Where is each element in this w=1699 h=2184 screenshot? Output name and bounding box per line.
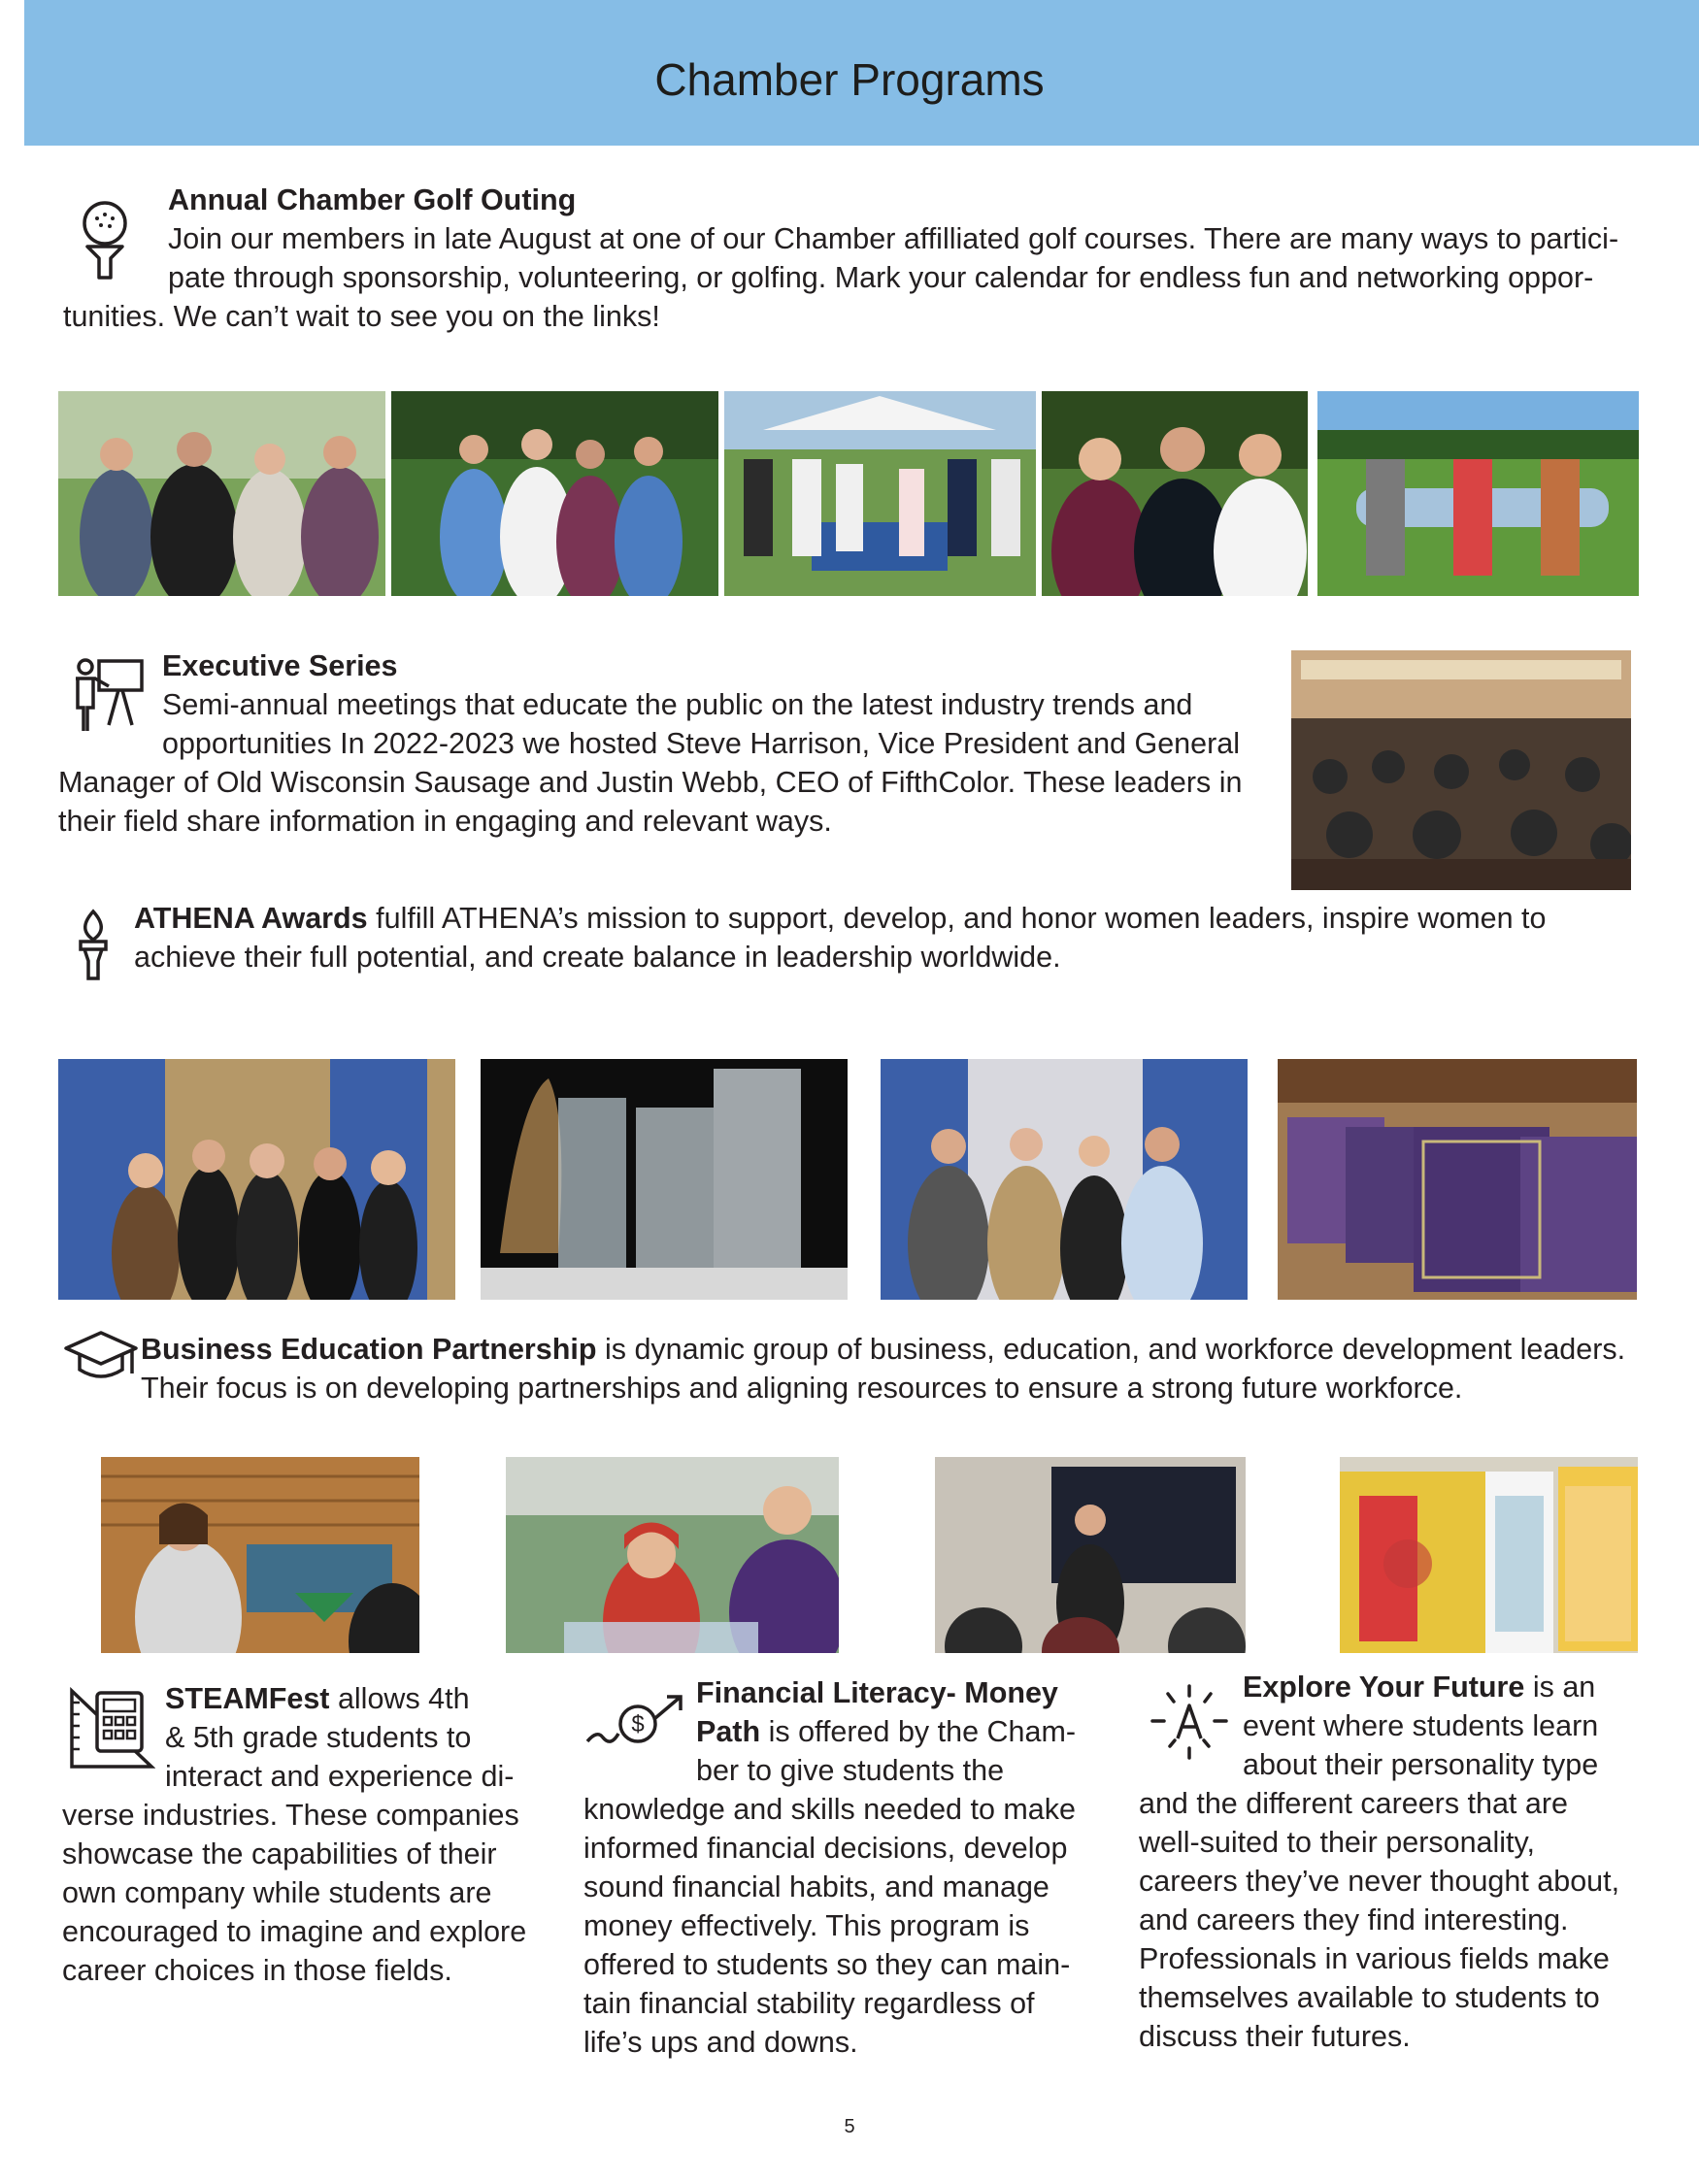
explore-line-8: Professionals in various fields make [1139,1942,1610,1975]
finance-line-6: sound financial habits, and manage [583,1870,1049,1903]
finance-line-8: offered to students so they can main- [583,1948,1071,1981]
golf-line-2: pate through sponsorship, volunteering, or golfing. Mark your calendar for endless fun and networking oppor- [168,261,1594,294]
steam-line-1-rest: allows 4th [329,1682,470,1715]
executive-line-4: their field share information in engaging and relevant ways. [58,805,832,838]
golf-line-3: tunities. We can’t wait to see you on the links! [63,300,660,333]
presenter-icon [70,657,146,733]
idea-letter-a-icon [1149,1684,1230,1760]
steam-line-2: & 5th grade students to [165,1721,472,1754]
finance-line-2 [696,1712,1104,1751]
steam-line-3: interact and experience di- [165,1760,515,1793]
finance-line-4: knowledge and skills needed to make [583,1793,1076,1826]
golf-photo-5 [1317,391,1639,596]
explore-line-9: themselves available to students to [1139,1981,1600,2014]
financial-literacy-photo [506,1457,839,1653]
executive-title: Executive Series [162,649,398,682]
athena-line-1 [134,899,1668,938]
explore-line-6: careers they’ve never thought about, [1139,1865,1620,1898]
torch-icon [76,909,111,982]
explore-line-4: and the different careers that are [1139,1787,1568,1820]
athena-photo-2 [481,1059,848,1300]
steam-title: STEAMFest [165,1682,330,1715]
athena-title: ATHENA Awards [134,902,368,935]
executive-line-2: opportunities In 2022-2023 we hosted Steve Harrison, Vice President and General [162,727,1240,760]
bep-title: Business Education Partnership [141,1333,597,1366]
svg-text:$: $ [631,1711,645,1737]
calculator-ruler-icon [68,1687,155,1770]
explore-line-3: about their personality type [1243,1748,1599,1781]
bep-line-1 [141,1330,1675,1369]
steam-line-7: encouraged to imagine and explore [62,1915,527,1948]
finance-title-line-2: Path [696,1715,761,1748]
explore-line-7: and careers they find interesting. [1139,1903,1569,1936]
athena-photo-3 [881,1059,1248,1300]
bep-line-2: Their focus is on developing partnerships and aligning resources to ensure a strong future workforce. [141,1372,1463,1405]
page-number: 5 [844,2116,855,2137]
steamfest-photo [101,1457,419,1653]
explore-title: Explore Your Future [1243,1671,1525,1704]
steam-line-4: verse industries. These companies [62,1799,519,1832]
explore-line-5: well-suited to their personality, [1139,1826,1535,1859]
executive-line-1: Semi-annual meetings that educate the public on the latest industry trends and [162,688,1193,721]
explore-line-10: discuss their futures. [1139,2020,1411,2053]
executive-line-3: Manager of Old Wisconsin Sausage and Justin Webb, CEO of FifthColor. These leaders in [58,766,1243,799]
finance-line-7: money effectively. This program is [583,1909,1030,1942]
finance-line-5: informed financial decisions, develop [583,1832,1068,1865]
bep-line-1-rest: is dynamic group of business, education, and workforce development leaders. [596,1333,1626,1366]
executive-photo [1291,650,1631,890]
finance-title-line-1: Financial Literacy- Money [696,1676,1058,1709]
golf-ball-icon [76,200,134,283]
golf-title: Annual Chamber Golf Outing [168,183,577,216]
golf-photo-1 [58,391,385,596]
golf-photo-3 [724,391,1036,596]
steam-line-6: own company while students are [62,1876,492,1909]
steam-line-8: career choices in those fields. [62,1954,452,1987]
explore-line-1-rest: is an [1524,1671,1596,1704]
athena-photo-1 [58,1059,455,1300]
classroom-photo [935,1457,1246,1653]
athena-line-1-rest: fulfill ATHENA’s mission to support, develop, and honor women leaders, inspire women to [367,902,1547,935]
golf-photo-2 [391,391,718,596]
steam-line-1 [165,1679,553,1718]
finance-line-10: life’s ups and downs. [583,2026,858,2059]
explore-your-future-photo [1340,1457,1638,1653]
athena-line-2: achieve their full potential, and create balance in leadership worldwide. [134,941,1061,974]
steam-line-5: showcase the capabilities of their [62,1837,497,1870]
explore-line-1 [1243,1668,1670,1706]
money-growth-icon [585,1691,686,1749]
finance-line-9: tain financial stability regardless of [583,1987,1035,2020]
athena-photo-4 [1278,1059,1637,1300]
explore-line-2: event where students learn [1243,1709,1599,1742]
finance-line-2-rest: is offered by the Cham- [760,1715,1077,1748]
golf-line-1: Join our members in late August at one of our Chamber affilliated golf courses. There are many ways to partici- [168,222,1619,255]
graduation-cap-icon [64,1329,138,1389]
golf-photo-4 [1042,391,1308,596]
page-title: Chamber Programs [654,54,1045,105]
finance-line-3: ber to give students the [696,1754,1005,1787]
